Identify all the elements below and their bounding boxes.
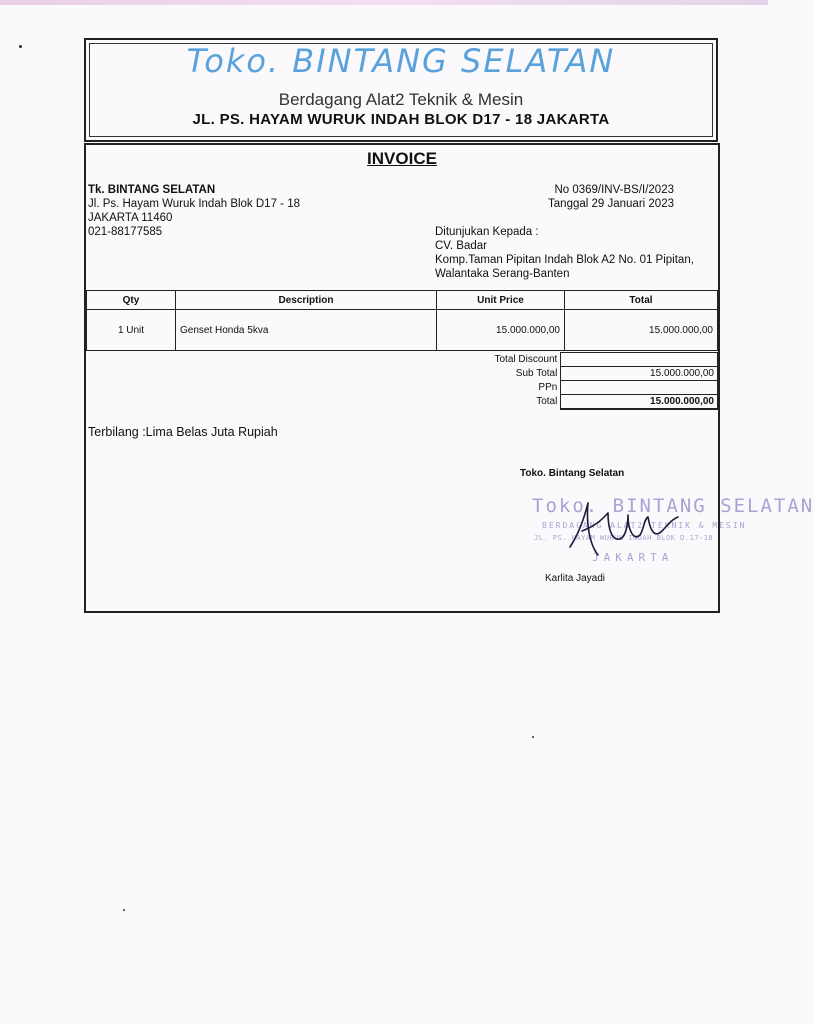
totals-row-discount bbox=[471, 353, 718, 367]
items-header-row bbox=[87, 291, 718, 310]
seller-name: Tk. BINTANG SELATAN bbox=[88, 184, 216, 196]
invoice-number: No 0369/INV-BS/I/2023 bbox=[554, 184, 674, 196]
cell-description: Genset Honda 5kva bbox=[176, 310, 437, 351]
subtotal-label: Sub Total bbox=[515, 368, 558, 379]
paper-speck bbox=[123, 909, 125, 911]
invoice-meta bbox=[548, 183, 674, 211]
header-unit-price: Unit Price bbox=[437, 291, 565, 310]
seller-city: JAKARTA 11460 bbox=[88, 212, 173, 224]
invoice-title bbox=[86, 149, 718, 169]
totals-table bbox=[471, 352, 718, 410]
totals-row-total bbox=[471, 395, 718, 410]
cell-qty: 1 Unit bbox=[87, 310, 176, 351]
ppn-label: PPn bbox=[538, 382, 558, 393]
amount-in-words: Terbilang :Lima Belas Juta Rupiah bbox=[88, 425, 278, 439]
stamp-line-tagline: BERDAGANG ALAT2 TEKNIK & MESIN bbox=[542, 521, 747, 530]
paper-speck bbox=[532, 736, 534, 738]
ppn-value bbox=[561, 381, 718, 395]
paper-speck bbox=[19, 45, 22, 48]
recipient-block bbox=[435, 225, 694, 281]
recipient-address-line: Komp.Taman Pipitan Indah Blok A2 No. 01 Pipitan, bbox=[435, 254, 694, 266]
signer-name: Karlita Jayadi bbox=[545, 573, 606, 584]
recipient-name: CV. Badar bbox=[435, 240, 487, 252]
recipient-label: Ditunjukan Kepada : bbox=[435, 226, 539, 238]
shop-address: JL. PS. HAYAM WURUK INDAH BLOK D17 - 18 JAKARTA bbox=[192, 111, 610, 128]
total-label: Total bbox=[536, 396, 558, 408]
items-table bbox=[86, 290, 718, 351]
handwritten-signature bbox=[564, 495, 684, 565]
recipient-city: Walantaka Serang-Banten bbox=[435, 268, 570, 280]
invoice-date: Tanggal 29 Januari 2023 bbox=[548, 198, 674, 210]
shop-tagline: Berdagang Alat2 Teknik & Mesin bbox=[278, 90, 524, 109]
header-total: Total bbox=[565, 291, 718, 310]
cell-unit-price: 15.000.000,00 bbox=[437, 310, 565, 351]
seller-address-line: Jl. Ps. Hayam Wuruk Indah Blok D17 - 18 bbox=[88, 198, 300, 210]
stamp-line-address: JL. PS. HAYAM WURUK INDAH BLOK D.17-18 bbox=[534, 534, 714, 542]
invoice-body bbox=[84, 143, 814, 613]
cell-total: 15.000.000,00 bbox=[565, 310, 718, 351]
stamp-line-name: Toko. BINTANG SELATAN bbox=[532, 495, 814, 517]
header-description: Description bbox=[176, 291, 437, 310]
stamp-line-city: JAKARTA bbox=[592, 551, 674, 564]
discount-value bbox=[561, 353, 718, 367]
invoice-title-text: INVOICE bbox=[367, 149, 437, 168]
signature-company: Toko. Bintang Selatan bbox=[520, 468, 625, 479]
total-value: 15.000.000,00 bbox=[561, 395, 718, 410]
letterhead bbox=[84, 38, 718, 142]
table-row bbox=[87, 310, 718, 351]
subtotal-value: 15.000.000,00 bbox=[561, 367, 718, 381]
discount-label: Total Discount bbox=[494, 354, 558, 365]
totals-row-subtotal bbox=[471, 367, 718, 381]
seller-block bbox=[88, 183, 300, 239]
header-qty: Qty bbox=[87, 291, 176, 310]
shop-name: Toko. BINTANG SELATAN bbox=[186, 42, 616, 80]
seller-phone: 021-88177585 bbox=[88, 226, 163, 238]
top-edge-stripe bbox=[0, 0, 768, 5]
totals-row-ppn bbox=[471, 381, 718, 395]
